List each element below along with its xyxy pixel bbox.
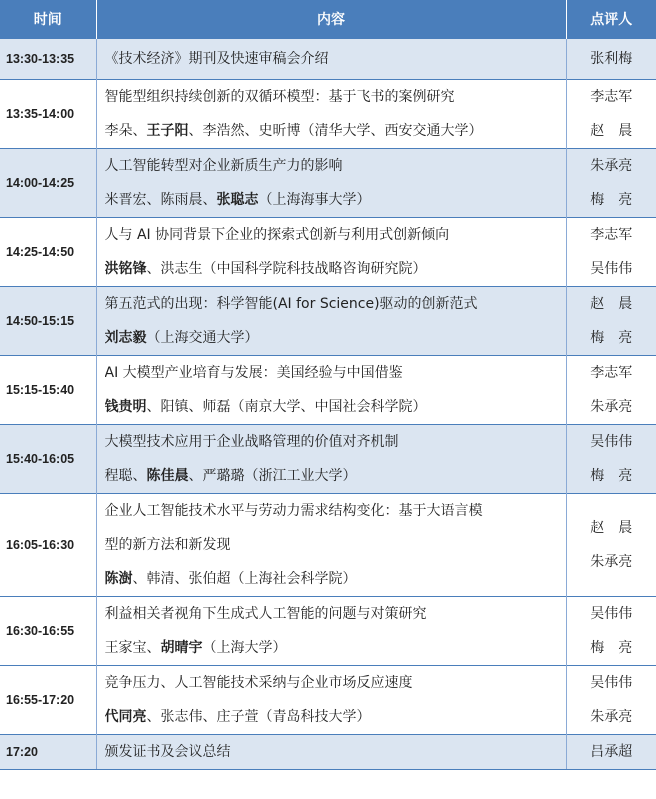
author-list: 王家宝、 bbox=[104, 640, 161, 656]
author-affiliation: （上海海事大学） bbox=[258, 192, 371, 208]
session-time: 16:05-16:30 bbox=[0, 494, 96, 597]
presenter-name: 刘志毅 bbox=[104, 330, 147, 346]
reviewer-name: 李志军 bbox=[590, 89, 633, 105]
paper-authors bbox=[105, 114, 566, 148]
author-list: 米晋宏、陈雨晨、 bbox=[104, 192, 217, 208]
session-time: 13:30-13:35 bbox=[0, 39, 96, 80]
table-row bbox=[0, 494, 656, 597]
paper-authors bbox=[105, 562, 566, 596]
table-row bbox=[0, 287, 656, 356]
reviewer-name: 吴伟伟 bbox=[590, 606, 633, 622]
author-affiliation: （上海交通大学） bbox=[146, 330, 259, 346]
reviewer-name: 赵 晨 bbox=[590, 520, 633, 536]
reviewer-name: 梅 亮 bbox=[590, 192, 633, 208]
reviewers bbox=[566, 735, 656, 770]
reviewer-name: 朱承亮 bbox=[590, 158, 633, 174]
session-time: 17:20 bbox=[0, 735, 96, 770]
table-row bbox=[0, 735, 656, 770]
paper-title: 竞争压力、人工智能技术采纳与企业市场反应速度 bbox=[104, 675, 413, 691]
paper-authors bbox=[105, 459, 566, 493]
session-time: 14:50-15:15 bbox=[0, 287, 96, 356]
reviewer-name: 吕承超 bbox=[590, 744, 633, 760]
reviewer-name: 赵 晨 bbox=[590, 296, 633, 312]
paper-title: 利益相关者视角下生成式人工智能的问题与对策研究 bbox=[104, 606, 427, 622]
table-row bbox=[0, 356, 656, 425]
session-time: 15:40-16:05 bbox=[0, 425, 96, 494]
author-affiliation: 、洪志生（中国科学院科技战略咨询研究院） bbox=[146, 261, 427, 277]
reviewers bbox=[566, 218, 656, 287]
session-content bbox=[96, 597, 566, 666]
session-content bbox=[96, 425, 566, 494]
reviewer-name: 梅 亮 bbox=[590, 330, 633, 346]
session-time: 16:30-16:55 bbox=[0, 597, 96, 666]
reviewers bbox=[566, 597, 656, 666]
paper-title: 人与 AI 协同背景下企业的探索式创新与利用式创新倾向 bbox=[104, 227, 450, 243]
presenter-name: 陈佳晨 bbox=[146, 468, 189, 484]
session-content bbox=[96, 494, 566, 597]
reviewers bbox=[566, 356, 656, 425]
paper-authors bbox=[105, 631, 566, 665]
session-content bbox=[96, 356, 566, 425]
presenter-name: 钱贵明 bbox=[104, 399, 147, 415]
paper-title: 《技术经济》期刊及快速审稿会介绍 bbox=[104, 51, 329, 67]
table-row bbox=[0, 218, 656, 287]
author-list: 李朵、 bbox=[104, 123, 147, 139]
author-affiliation: 、阳镇、师磊（南京大学、中国社会科学院） bbox=[146, 399, 427, 415]
paper-authors bbox=[105, 183, 566, 217]
reviewer-name: 李志军 bbox=[590, 365, 633, 381]
author-affiliation: 、李浩然、史昕博（清华大学、西安交通大学） bbox=[188, 123, 483, 139]
session-time: 14:25-14:50 bbox=[0, 218, 96, 287]
session-content bbox=[96, 39, 566, 80]
presenter-name: 张聪志 bbox=[216, 192, 259, 208]
paper-title: 第五范式的出现：科学智能(AI for Science)驱动的创新范式 bbox=[104, 296, 478, 312]
reviewer-name: 梅 亮 bbox=[590, 468, 633, 484]
session-content bbox=[96, 287, 566, 356]
presenter-name: 洪铭锋 bbox=[104, 261, 147, 277]
session-content bbox=[96, 218, 566, 287]
paper-title: 企业人工智能技术水平与劳动力需求结构变化：基于大语言模 bbox=[104, 503, 483, 519]
reviewer-name: 吴伟伟 bbox=[590, 261, 633, 277]
reviewer-name: 吴伟伟 bbox=[590, 434, 633, 450]
table-row bbox=[0, 39, 656, 80]
reviewers bbox=[566, 39, 656, 80]
reviewer-name: 李志军 bbox=[590, 227, 633, 243]
reviewers bbox=[566, 287, 656, 356]
presenter-name: 代同亮 bbox=[104, 709, 147, 725]
table-row bbox=[0, 666, 656, 735]
session-time: 13:35-14:00 bbox=[0, 80, 96, 149]
author-affiliation: （上海大学） bbox=[202, 640, 287, 656]
paper-authors bbox=[105, 252, 566, 286]
header-content: 内容 bbox=[96, 0, 566, 39]
session-content bbox=[96, 80, 566, 149]
table-row bbox=[0, 425, 656, 494]
reviewers bbox=[566, 149, 656, 218]
reviewers bbox=[566, 425, 656, 494]
paper-title: 智能型组织持续创新的双循环模型：基于飞书的案例研究 bbox=[104, 89, 455, 105]
reviewers bbox=[566, 80, 656, 149]
paper-title: 颁发证书及会议总结 bbox=[104, 744, 231, 760]
header-row bbox=[0, 0, 656, 39]
paper-title: 大模型技术应用于企业战略管理的价值对齐机制 bbox=[104, 434, 399, 450]
paper-title: 人工智能转型对企业新质生产力的影响 bbox=[104, 158, 343, 174]
reviewer-name: 吴伟伟 bbox=[590, 675, 633, 691]
paper-authors bbox=[105, 321, 566, 355]
author-list: 程聪、 bbox=[104, 468, 147, 484]
reviewer-name: 朱承亮 bbox=[590, 709, 633, 725]
reviewer-name: 赵 晨 bbox=[590, 123, 633, 139]
table-row bbox=[0, 597, 656, 666]
session-content bbox=[96, 149, 566, 218]
header-time: 时间 bbox=[0, 0, 96, 39]
table-row bbox=[0, 80, 656, 149]
session-content bbox=[96, 666, 566, 735]
reviewers bbox=[566, 666, 656, 735]
reviewer-name: 梅 亮 bbox=[590, 640, 633, 656]
reviewer-name: 朱承亮 bbox=[590, 554, 633, 570]
paper-authors bbox=[105, 700, 566, 734]
reviewers bbox=[566, 494, 656, 597]
header-reviewer: 点评人 bbox=[566, 0, 656, 39]
session-time: 14:00-14:25 bbox=[0, 149, 96, 218]
presenter-name: 胡晴宇 bbox=[160, 640, 203, 656]
session-time: 16:55-17:20 bbox=[0, 666, 96, 735]
paper-authors bbox=[105, 390, 566, 424]
author-affiliation: 、严璐璐（浙江工业大学） bbox=[188, 468, 357, 484]
author-affiliation: 、张志伟、庄子萱（青岛科技大学） bbox=[146, 709, 371, 725]
table-row bbox=[0, 149, 656, 218]
session-content bbox=[96, 735, 566, 770]
reviewer-name: 张利梅 bbox=[590, 51, 633, 67]
paper-title: AI 大模型产业培育与发展：美国经验与中国借鉴 bbox=[104, 365, 403, 381]
reviewer-name: 朱承亮 bbox=[590, 399, 633, 415]
author-affiliation: 、韩清、张伯超（上海社会科学院） bbox=[132, 571, 357, 587]
paper-title-continued: 型的新方法和新发现 bbox=[104, 537, 231, 553]
presenter-name: 陈澍 bbox=[104, 571, 133, 587]
presenter-name: 王子阳 bbox=[146, 123, 189, 139]
session-time: 15:15-15:40 bbox=[0, 356, 96, 425]
